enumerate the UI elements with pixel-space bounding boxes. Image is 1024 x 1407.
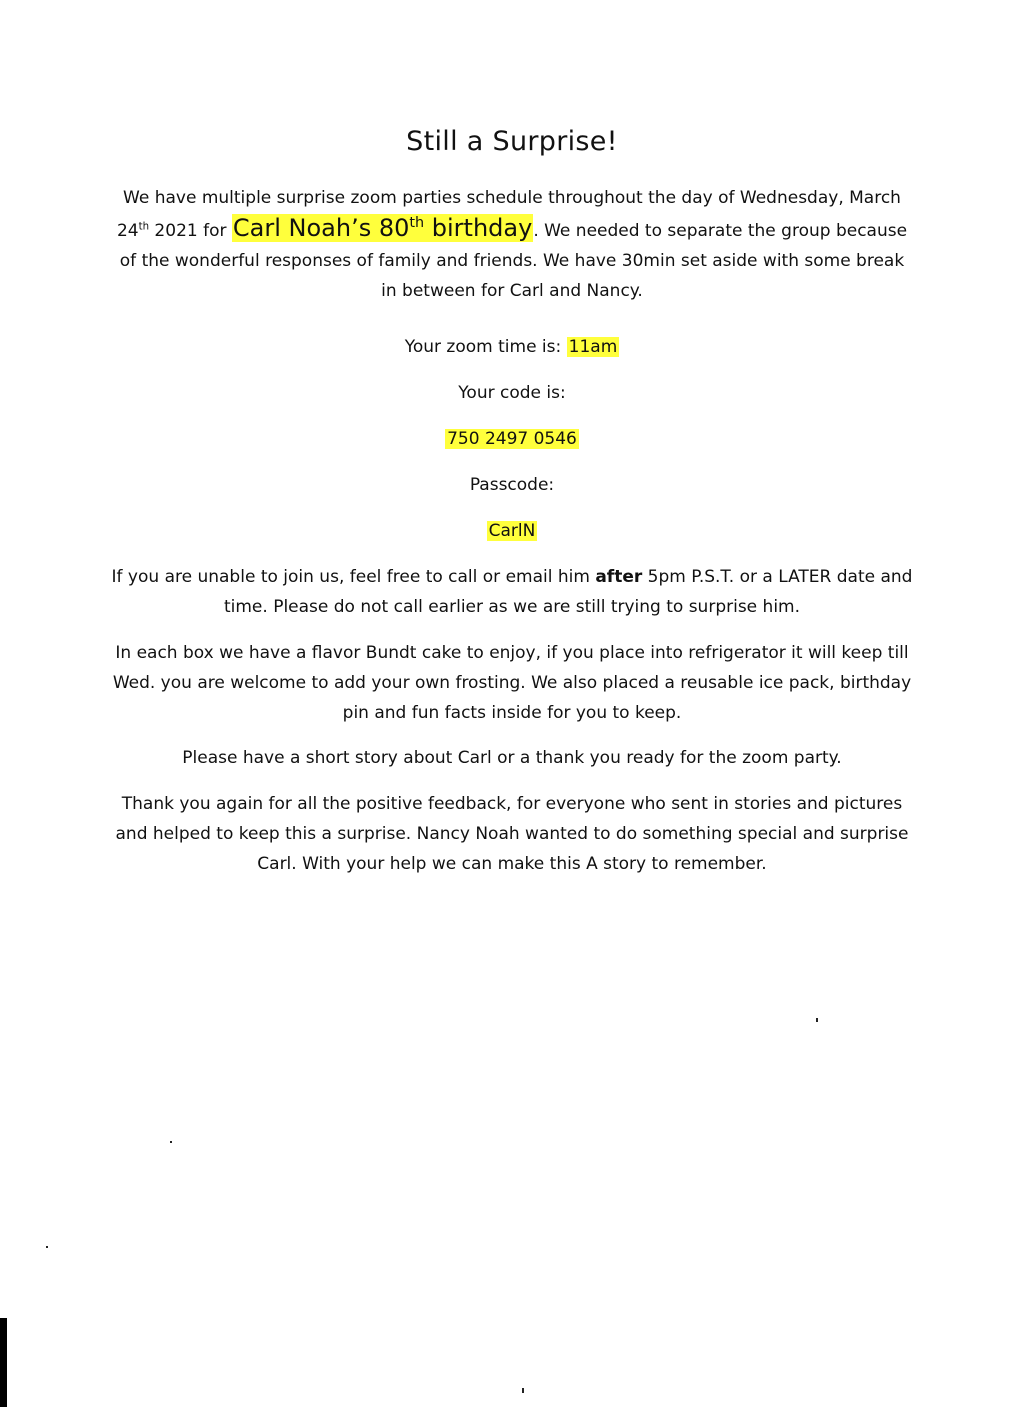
- zoom-code-label: Your code is:: [458, 383, 566, 403]
- scan-speck: [522, 1388, 524, 1393]
- passcode-label: Passcode:: [469, 475, 555, 495]
- unable-text-2: 5pm P.S.T. or a LATER date and time. Please do not call earlier as we are still trying to surprise him.: [223, 567, 913, 617]
- passcode-line: [0, 516, 1024, 546]
- zoom-code-value: 750 2497 0546: [447, 429, 577, 449]
- unable-paragraph: [100, 562, 924, 622]
- date-superscript: th: [138, 221, 150, 233]
- unable-bold-after: after: [595, 567, 643, 587]
- scan-edge-bar: [0, 1318, 7, 1407]
- zoom-code-line: [0, 424, 1024, 454]
- thanks-paragraph: Thank you again for all the positive feedback, for everyone who sent in stories and pictures and helped to keep this a surprise. Nancy Noah wanted to do something special and surprise Carl. With your help we can make this A story to remember.: [115, 794, 909, 874]
- honoree-superscript: th: [409, 215, 425, 231]
- zoom-time-label: Your zoom time is:: [404, 337, 567, 357]
- zoom-time-value: 11am: [568, 337, 618, 357]
- intro-text-2: 2021 for: [149, 221, 232, 241]
- intro-text-3: . We needed to separate the group because of the wonderful responses of family and friends. We have 30min set aside with some break in between for Carl and Nancy.: [119, 221, 908, 301]
- page-title: Still a Surprise!: [406, 126, 618, 157]
- intro-text-1: We have multiple surprise zoom parties schedule throughout the day of Wednesday, March 24: [116, 188, 901, 241]
- unable-text-1: If you are unable to join us, feel free to call or email him: [111, 567, 596, 587]
- story-paragraph: Please have a short story about Carl or a thank you ready for the zoom party.: [182, 748, 842, 768]
- passcode-value: CarlN: [488, 521, 536, 541]
- scan-speck: [816, 1018, 818, 1022]
- zoom-time-line: [0, 332, 1024, 362]
- box-paragraph: In each box we have a flavor Bundt cake to enjoy, if you place into refrigerator it will keep till Wed. you are welcome to add your own frosting. We also placed a reusable ice pack, birthday pin and fun facts inside for you to keep.: [112, 643, 912, 723]
- intro-paragraph: [110, 183, 914, 306]
- honoree-highlight: [232, 214, 533, 242]
- scan-speck: [46, 1246, 48, 1248]
- honoree-tail: birthday: [424, 214, 533, 242]
- scan-speck: [170, 1141, 172, 1143]
- honoree-name: Carl Noah’s 80: [232, 214, 410, 242]
